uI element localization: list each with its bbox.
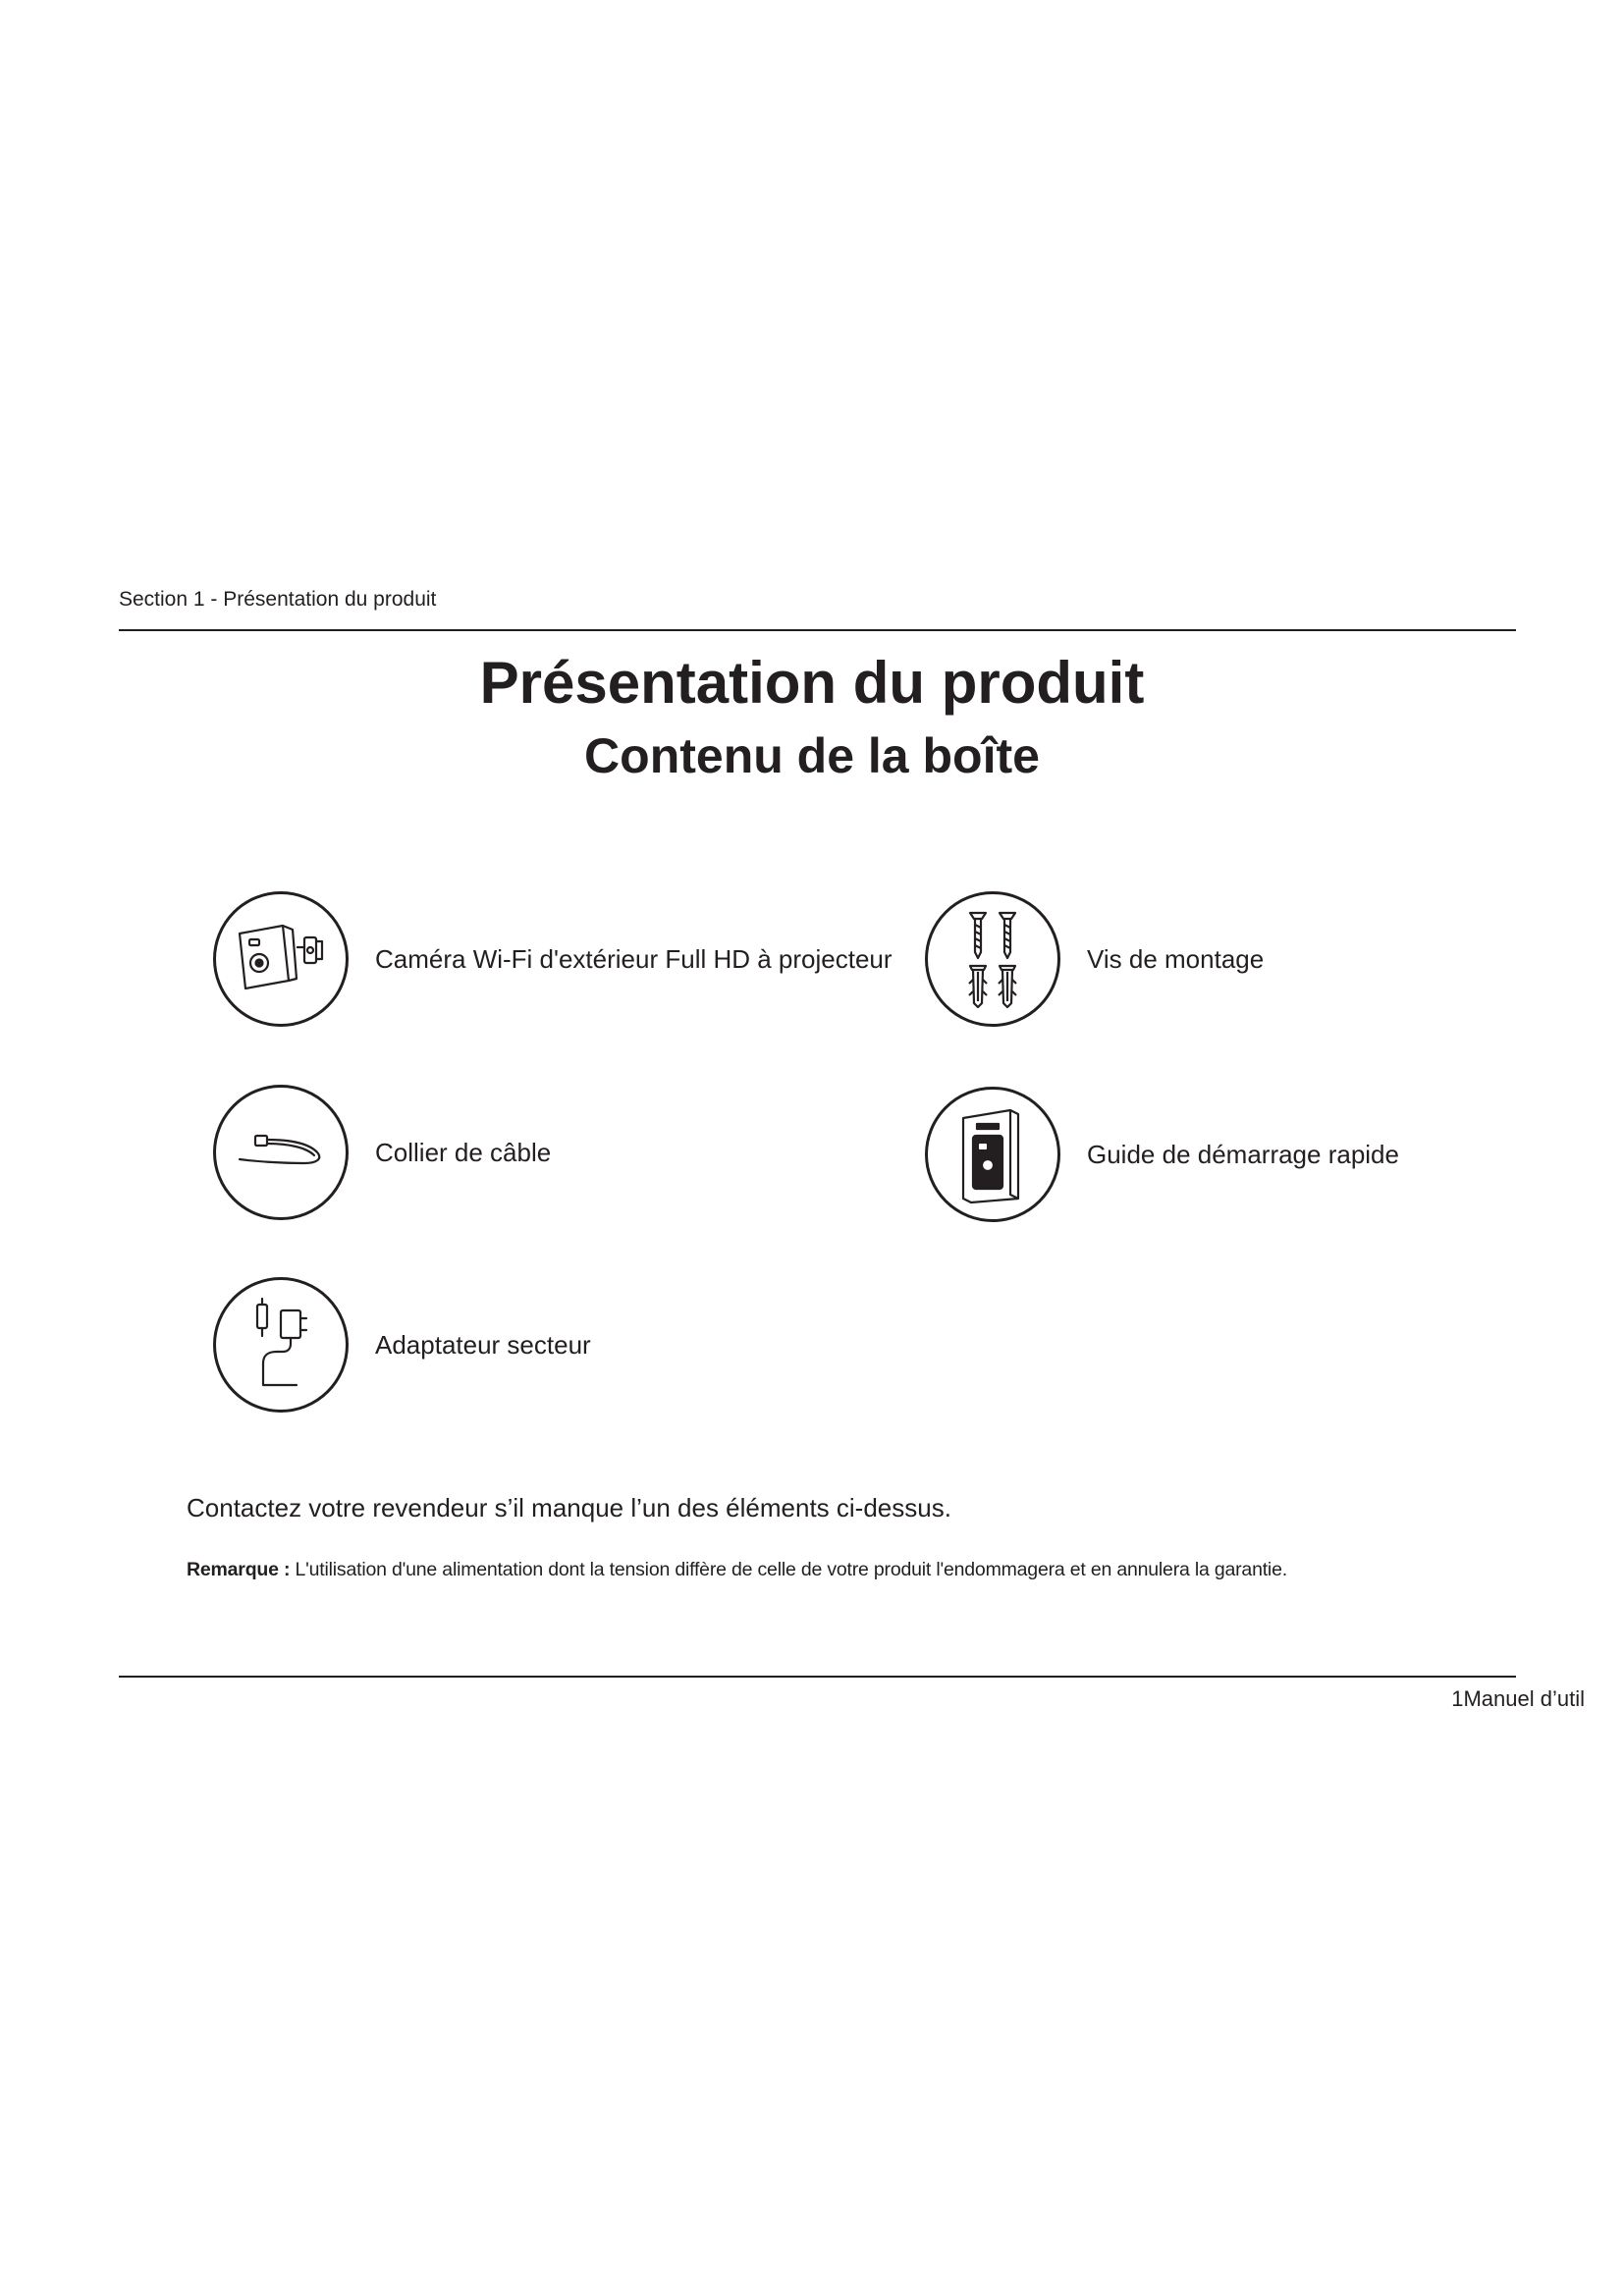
page-title: Présentation du produit	[479, 650, 1145, 716]
item-label: Collier de câble	[375, 1138, 552, 1167]
footer-label: Manuel d’util	[1463, 1686, 1585, 1711]
camera-icon	[213, 891, 349, 1027]
page-subtitle: Contenu de la boîte	[584, 728, 1040, 783]
header-divider	[119, 629, 1516, 631]
box-item-camera	[213, 890, 893, 1028]
item-label: Caméra Wi-Fi d'extérieur Full HD à projecteur	[375, 944, 893, 974]
section-label: Section 1 - Présentation du produit	[119, 588, 437, 611]
item-label: Guide de démarrage rapide	[1087, 1140, 1399, 1169]
box-item-cable-tie	[213, 1084, 551, 1221]
footer-divider	[119, 1676, 1516, 1678]
remark-text: L'utilisation d'une alimentation dont la tension diffère de celle de votre produit l'endommagera et en annulera la garantie.	[290, 1559, 1287, 1580]
screws-icon	[925, 891, 1060, 1027]
box-item-screws	[925, 890, 1264, 1028]
box-item-quick-guide	[925, 1086, 1399, 1223]
quick-guide-icon	[925, 1087, 1060, 1222]
cable-tie-icon	[213, 1085, 349, 1220]
power-adapter-icon	[213, 1277, 349, 1413]
footer	[1451, 1685, 1585, 1713]
contact-notice: Contactez votre revendeur s’il manque l’un des éléments ci-dessus.	[187, 1493, 951, 1522]
page-number: 1	[1451, 1686, 1464, 1711]
box-item-power-adapter	[213, 1276, 591, 1414]
remark-label: Remarque :	[187, 1559, 291, 1580]
item-label: Adaptateur secteur	[375, 1330, 591, 1360]
item-label: Vis de montage	[1087, 944, 1265, 974]
remark-note	[187, 1558, 1287, 1581]
